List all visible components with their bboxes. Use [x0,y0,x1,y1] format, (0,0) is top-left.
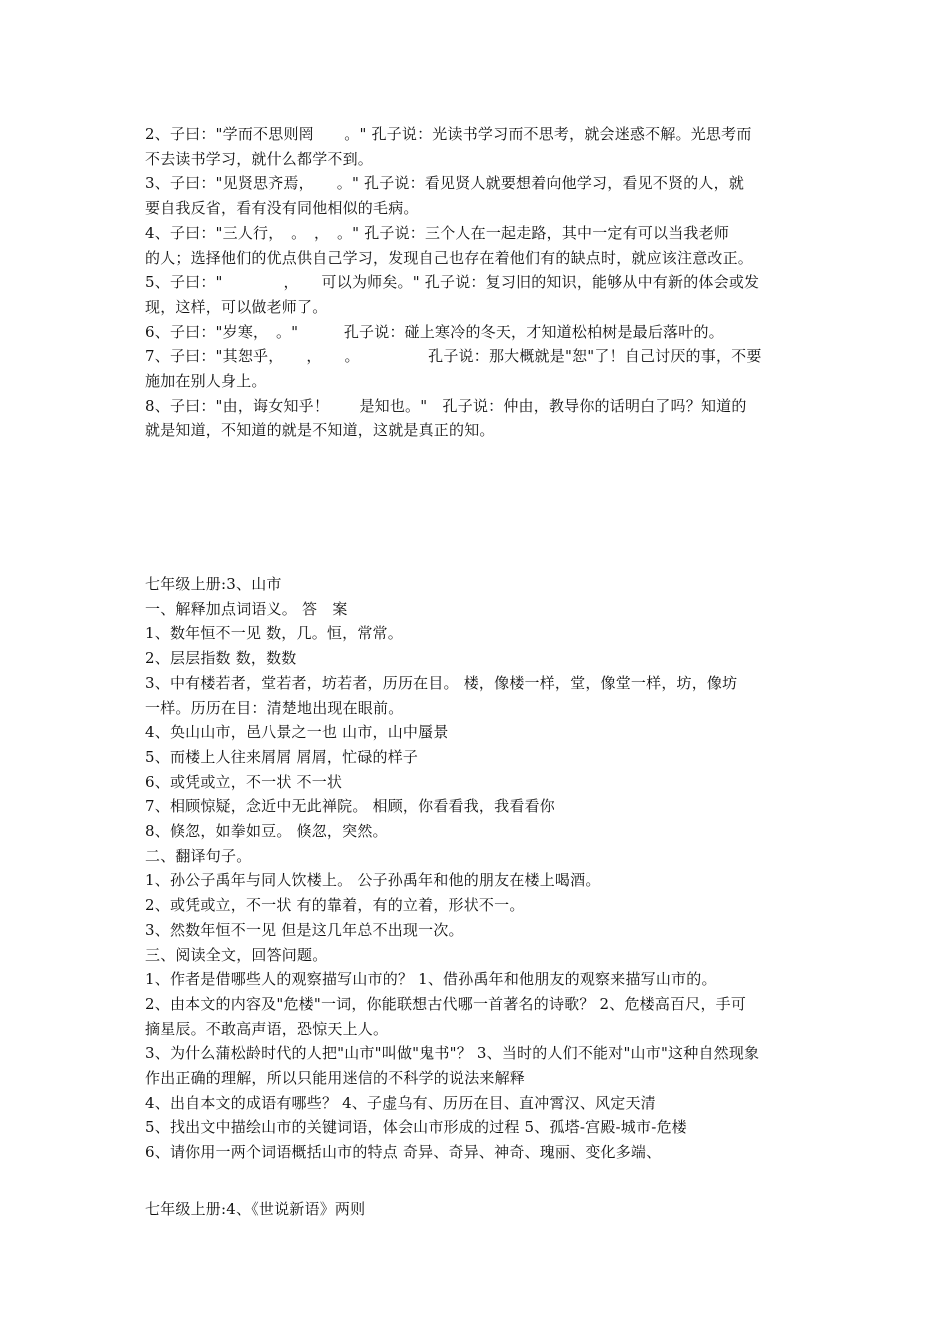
text-line: 就是知道，不知道的就是不知道，这就是真正的知。 [145,421,495,440]
text-line: 1、孙公子禹年与同人饮楼上。 公子孙禹年和他的朋友在楼上喝酒。 [145,871,601,890]
text-line: 作出正确的理解，所以只能用迷信的不科学的说法来解释 [145,1069,526,1088]
subsection-heading: 一、解释加点词语义。 答 案 [145,599,348,618]
text-line: 8、子曰："由，诲女知乎！ 是知也。" 孔子说：仲由，教导你的话明白了吗？知道的 [145,396,747,415]
shishuo-section [145,1197,810,1222]
text-line: 3、然数年恒不一见 但是这几年总不出现一次。 [145,920,464,939]
subsection-heading: 三、阅读全文，回答问题。 [145,945,328,964]
text-line: 2、或凭或立，不一状 有的靠着，有的立着，形状不一。 [145,896,525,915]
text-line: 摘星辰。不敢高声语，恐惊天上人。 [145,1019,389,1038]
text-line: 4、出自本文的成语有哪些？ 4、子虚乌有、历历在目、直冲霄汉、风定天清 [145,1093,656,1112]
text-line: 1、数年恒不一见 数，几。恒，常常。 [145,624,403,643]
text-line: 8、倏忽，如拳如豆。 倏忽，突然。 [145,822,388,841]
text-line: 7、相顾惊疑，念近中无此禅院。 相顾，你看看我，我看看你 [145,797,555,816]
text-line: 5、子曰：" ， 可以为师矣。" 孔子说：复习旧的知识，能够从中有新的体会或发 [145,273,760,292]
section-heading: 七年级上册:3、山市 [145,575,282,593]
text-line: 施加在别人身上。 [145,372,267,391]
section-heading: 七年级上册:4、《世说新语》两则 [145,1200,366,1218]
text-line: 3、中有楼若者，堂若者，坊若者，历历在目。 楼，像楼一样，堂，像堂一样，坊，像坊 [145,673,738,692]
text-line: 不去读书学习，就什么都学不到。 [145,149,374,168]
text-line: 4、子曰："三人行， 。 ， 。" 孔子说：三个人在一起走路，其中一定有可以当我老师 [145,223,730,242]
text-line: 的人；选择他们的优点供自己学习，发现自己也存在着他们有的缺点时，就应该注意改正。 [145,248,754,267]
text-line: 2、子曰："学而不思则罔 。" 孔子说：光读书学习而不思考，就会迷惑不解。光思考而 [145,125,752,143]
text-line: 一样。历历在目：清楚地出现在眼前。 [145,698,404,717]
text-line: 4、奂山山市，邑八景之一也 山市，山中蜃景 [145,723,449,742]
text-line: 1、作者是借哪些人的观察描写山市的？ 1、借孙禹年和他朋友的观察来描写山市的。 [145,970,717,989]
text-line: 3、子曰："见贤思齐焉， 。" 孔子说：看见贤人就要想着向他学习，看见不贤的人，就 [145,174,745,193]
text-line: 5、找出文中描绘山市的关键词语，体会山市形成的过程 5、孤塔-宫殿-城市-危楼 [145,1118,687,1137]
text-line: 5、而楼上人往来屑屑 屑屑，忙碌的样子 [145,747,419,766]
text-line: 7、子曰："其恕乎， ， 。 孔子说：那大概就是"恕"了！自己讨厌的事，不要 [145,347,762,366]
text-line: 3、为什么蒲松龄时代的人把"山市"叫做"鬼书"？ 3、当时的人们不能对"山市"这种自然现象 [145,1044,760,1063]
text-line: 2、由本文的内容及"危楼"一词，你能联想古代哪一首著名的诗歌？ 2、危楼高百尺，手可 [145,994,747,1013]
shanshi-section [145,572,810,1165]
text-line: 现，这样，可以做老师了。 [145,297,328,316]
lunyu-section [145,122,810,443]
text-line: 6、或凭或立，不一状 不一状 [145,772,343,791]
subsection-heading: 二、翻译句子。 [145,846,252,865]
text-line: 6、请你用一两个词语概括山市的特点 奇异、奇异、神奇、瑰丽、变化多端、 [145,1143,662,1162]
text-line: 要自我反省，看有没有同他相似的毛病。 [145,199,419,218]
text-line: 6、子曰："岁寒， 。" 孔子说：碰上寒冷的冬天，才知道松柏树是最后落叶的。 [145,322,724,341]
text-line: 2、层层指数 数，数数 [145,649,297,668]
